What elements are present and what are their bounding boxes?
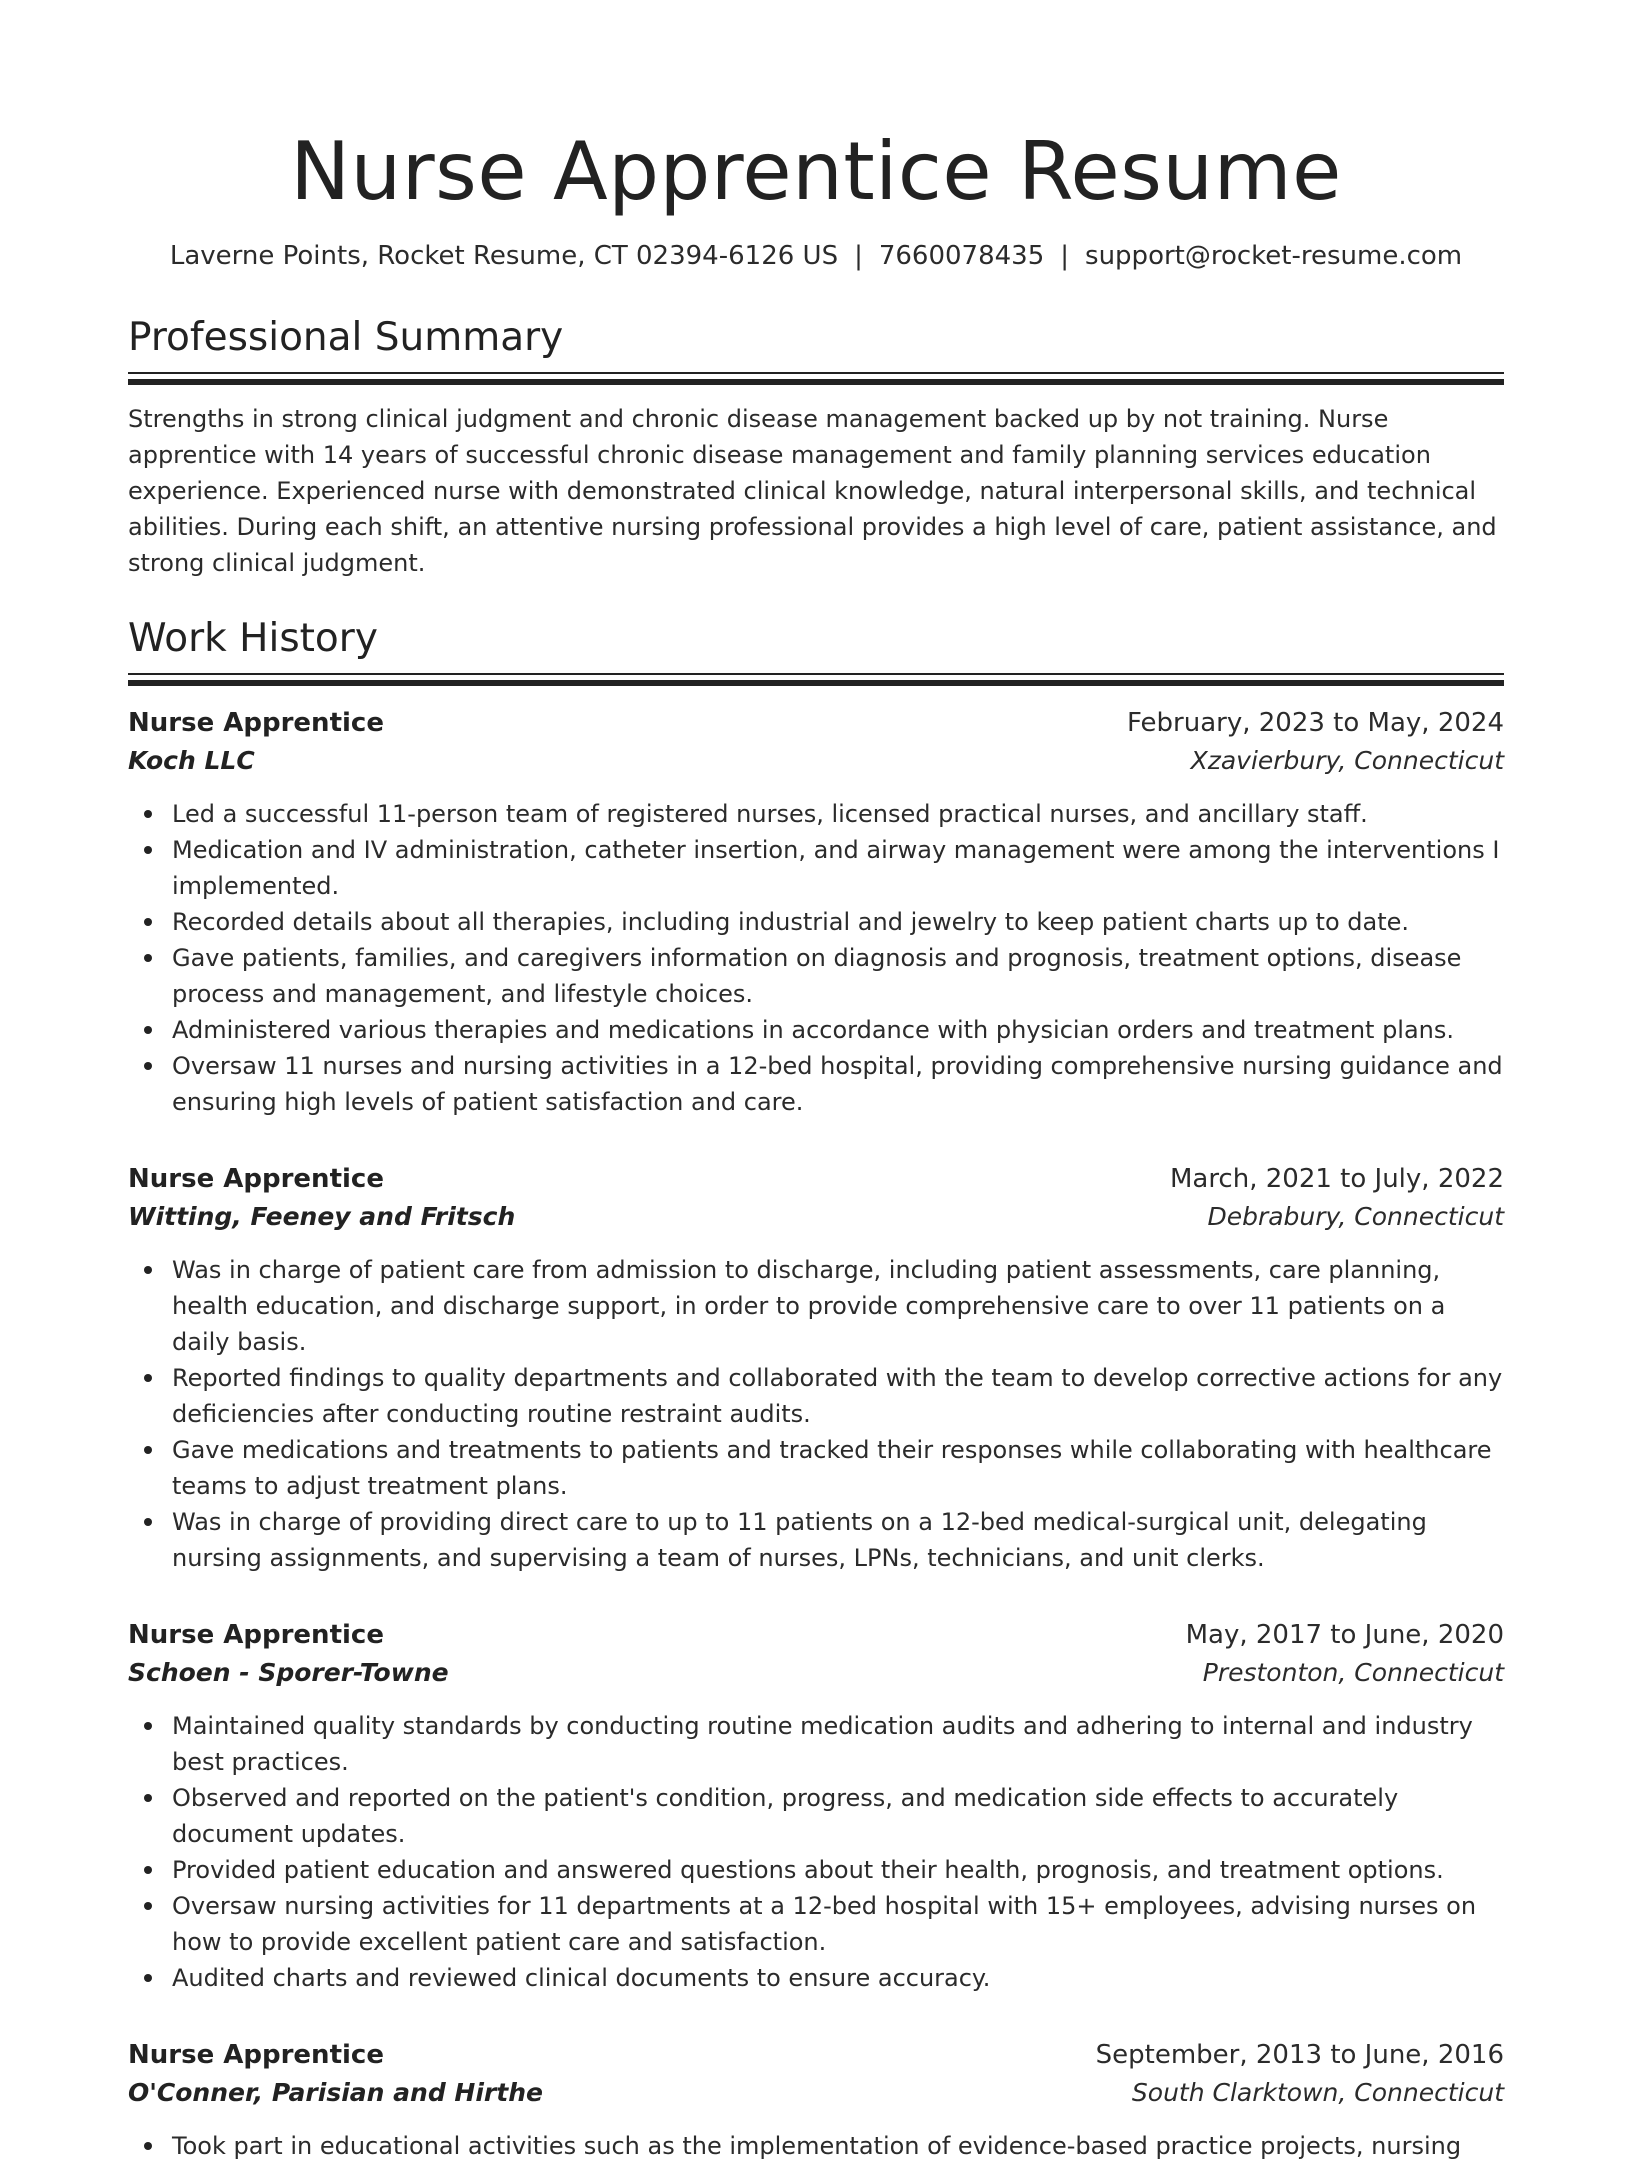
contact-separator: | [854,241,863,271]
list-item: Provided patient education and answered questions about their health, prognosis, and treatment options. [172,1852,1504,1888]
job-title: Nurse Apprentice [128,2040,384,2070]
section-heading-work: Work History [128,616,378,661]
section-divider-thick [128,379,1504,385]
list-item: Took part in educational activities such as the implementation of evidence-based practice projects, nursing [172,2128,1504,2164]
list-item: Administered various therapies and medications in accordance with physician orders and treatment plans. [172,1012,1504,1048]
job-location: South Clarktown, Connecticut [1131,2078,1504,2107]
contact-address: Laverne Points, Rocket Resume, CT 02394-6126 US [169,241,839,271]
job-bullets [128,2128,1504,2164]
list-item: Gave patients, families, and caregivers information on diagnosis and prognosis, treatment options, disease process and management, and lifestyle choices. [172,940,1504,1012]
list-item: Maintained quality standards by conducting routine medication audits and adhering to internal and industry best practices. [172,1708,1504,1780]
contact-separator: | [1060,241,1070,271]
job-dates: May, 2017 to June, 2020 [1185,1620,1504,1650]
job-title: Nurse Apprentice [128,708,384,738]
job-dates: March, 2021 to July, 2022 [1169,1164,1504,1194]
list-item: Was in charge of providing direct care to up to 11 patients on a 12-bed medical-surgical unit, delegating nursing assignments, and supervising a team of nurses, LPNs, technicians, and unit clerks. [172,1504,1504,1576]
job-dates: September, 2013 to June, 2016 [1095,2040,1504,2070]
job-location: Prestonton, Connecticut [1202,1658,1504,1687]
job-bullets [128,1252,1504,1576]
resume-page [128,0,1504,2164]
contact-phone: 7660078435 [878,241,1045,271]
list-item: Observed and reported on the patient's condition, progress, and medication side effects to accurately document updates. [172,1780,1504,1852]
list-item: Oversaw 11 nurses and nursing activities in a 12-bed hospital, providing comprehensive nursing guidance and ensuring high levels of patient satisfaction and care. [172,1048,1504,1120]
professional-summary-section [128,314,1504,581]
job-entry [128,1616,1504,1996]
list-item: Oversaw nursing activities for 11 departments at a 12-bed hospital with 15+ employees, advising nurses on how to provide excellent patient care and satisfaction. [172,1888,1504,1960]
job-entry [128,2036,1504,2164]
contact-email: support@rocket-resume.com [1085,241,1463,271]
job-company: Witting, Feeney and Fritsch [128,1202,516,1231]
job-location: Debrabury, Connecticut [1207,1202,1504,1231]
section-divider-thick [128,680,1504,686]
list-item: Led a successful 11-person team of registered nurses, licensed practical nurses, and ancillary staff. [172,796,1504,832]
list-item: Was in charge of patient care from admission to discharge, including patient assessments, care planning, health education, and discharge support, in order to provide comprehensive care to over 11 patients on a daily basis. [172,1252,1504,1360]
list-item: Reported findings to quality departments and collaborated with the team to develop corrective actions for any deficiencies after conducting routine restraint audits. [172,1360,1504,1432]
section-heading-summary: Professional Summary [128,315,564,360]
job-company: Koch LLC [128,746,255,775]
job-entry [128,1160,1504,1576]
job-bullets [128,796,1504,1120]
work-history-section [128,615,1504,2164]
page-title: Nurse Apprentice Resume [290,125,1342,218]
job-dates: February, 2023 to May, 2024 [1127,708,1504,738]
contact-line [128,238,1504,274]
list-item: Audited charts and reviewed clinical documents to ensure accuracy. [172,1960,1504,1996]
job-entry [128,704,1504,1120]
summary-text: Strengths in strong clinical judgment and chronic disease management backed up by not training. Nurse apprentice with 14 years of successful chronic disease management and family planning services education experience. Experienced nurse with demonstrated clinical knowledge, natural interpersonal skills, and technical abilities. During each shift, an attentive nursing professional provides a high level of care, patient assistance, and strong clinical judgment. [128,405,1497,577]
list-item: Medication and IV administration, catheter insertion, and airway management were among the interventions I implemented. [172,832,1504,904]
job-company: Schoen - Sporer-Towne [128,1658,449,1687]
job-title: Nurse Apprentice [128,1164,384,1194]
job-bullets [128,1708,1504,1996]
list-item: Gave medications and treatments to patients and tracked their responses while collaborating with healthcare teams to adjust treatment plans. [172,1432,1504,1504]
section-divider [128,673,1504,675]
list-item: Recorded details about all therapies, including industrial and jewelry to keep patient charts up to date. [172,904,1504,940]
job-location: Xzavierbury, Connecticut [1190,746,1504,775]
job-title: Nurse Apprentice [128,1620,384,1650]
section-divider [128,372,1504,374]
job-company: O'Conner, Parisian and Hirthe [128,2078,543,2107]
